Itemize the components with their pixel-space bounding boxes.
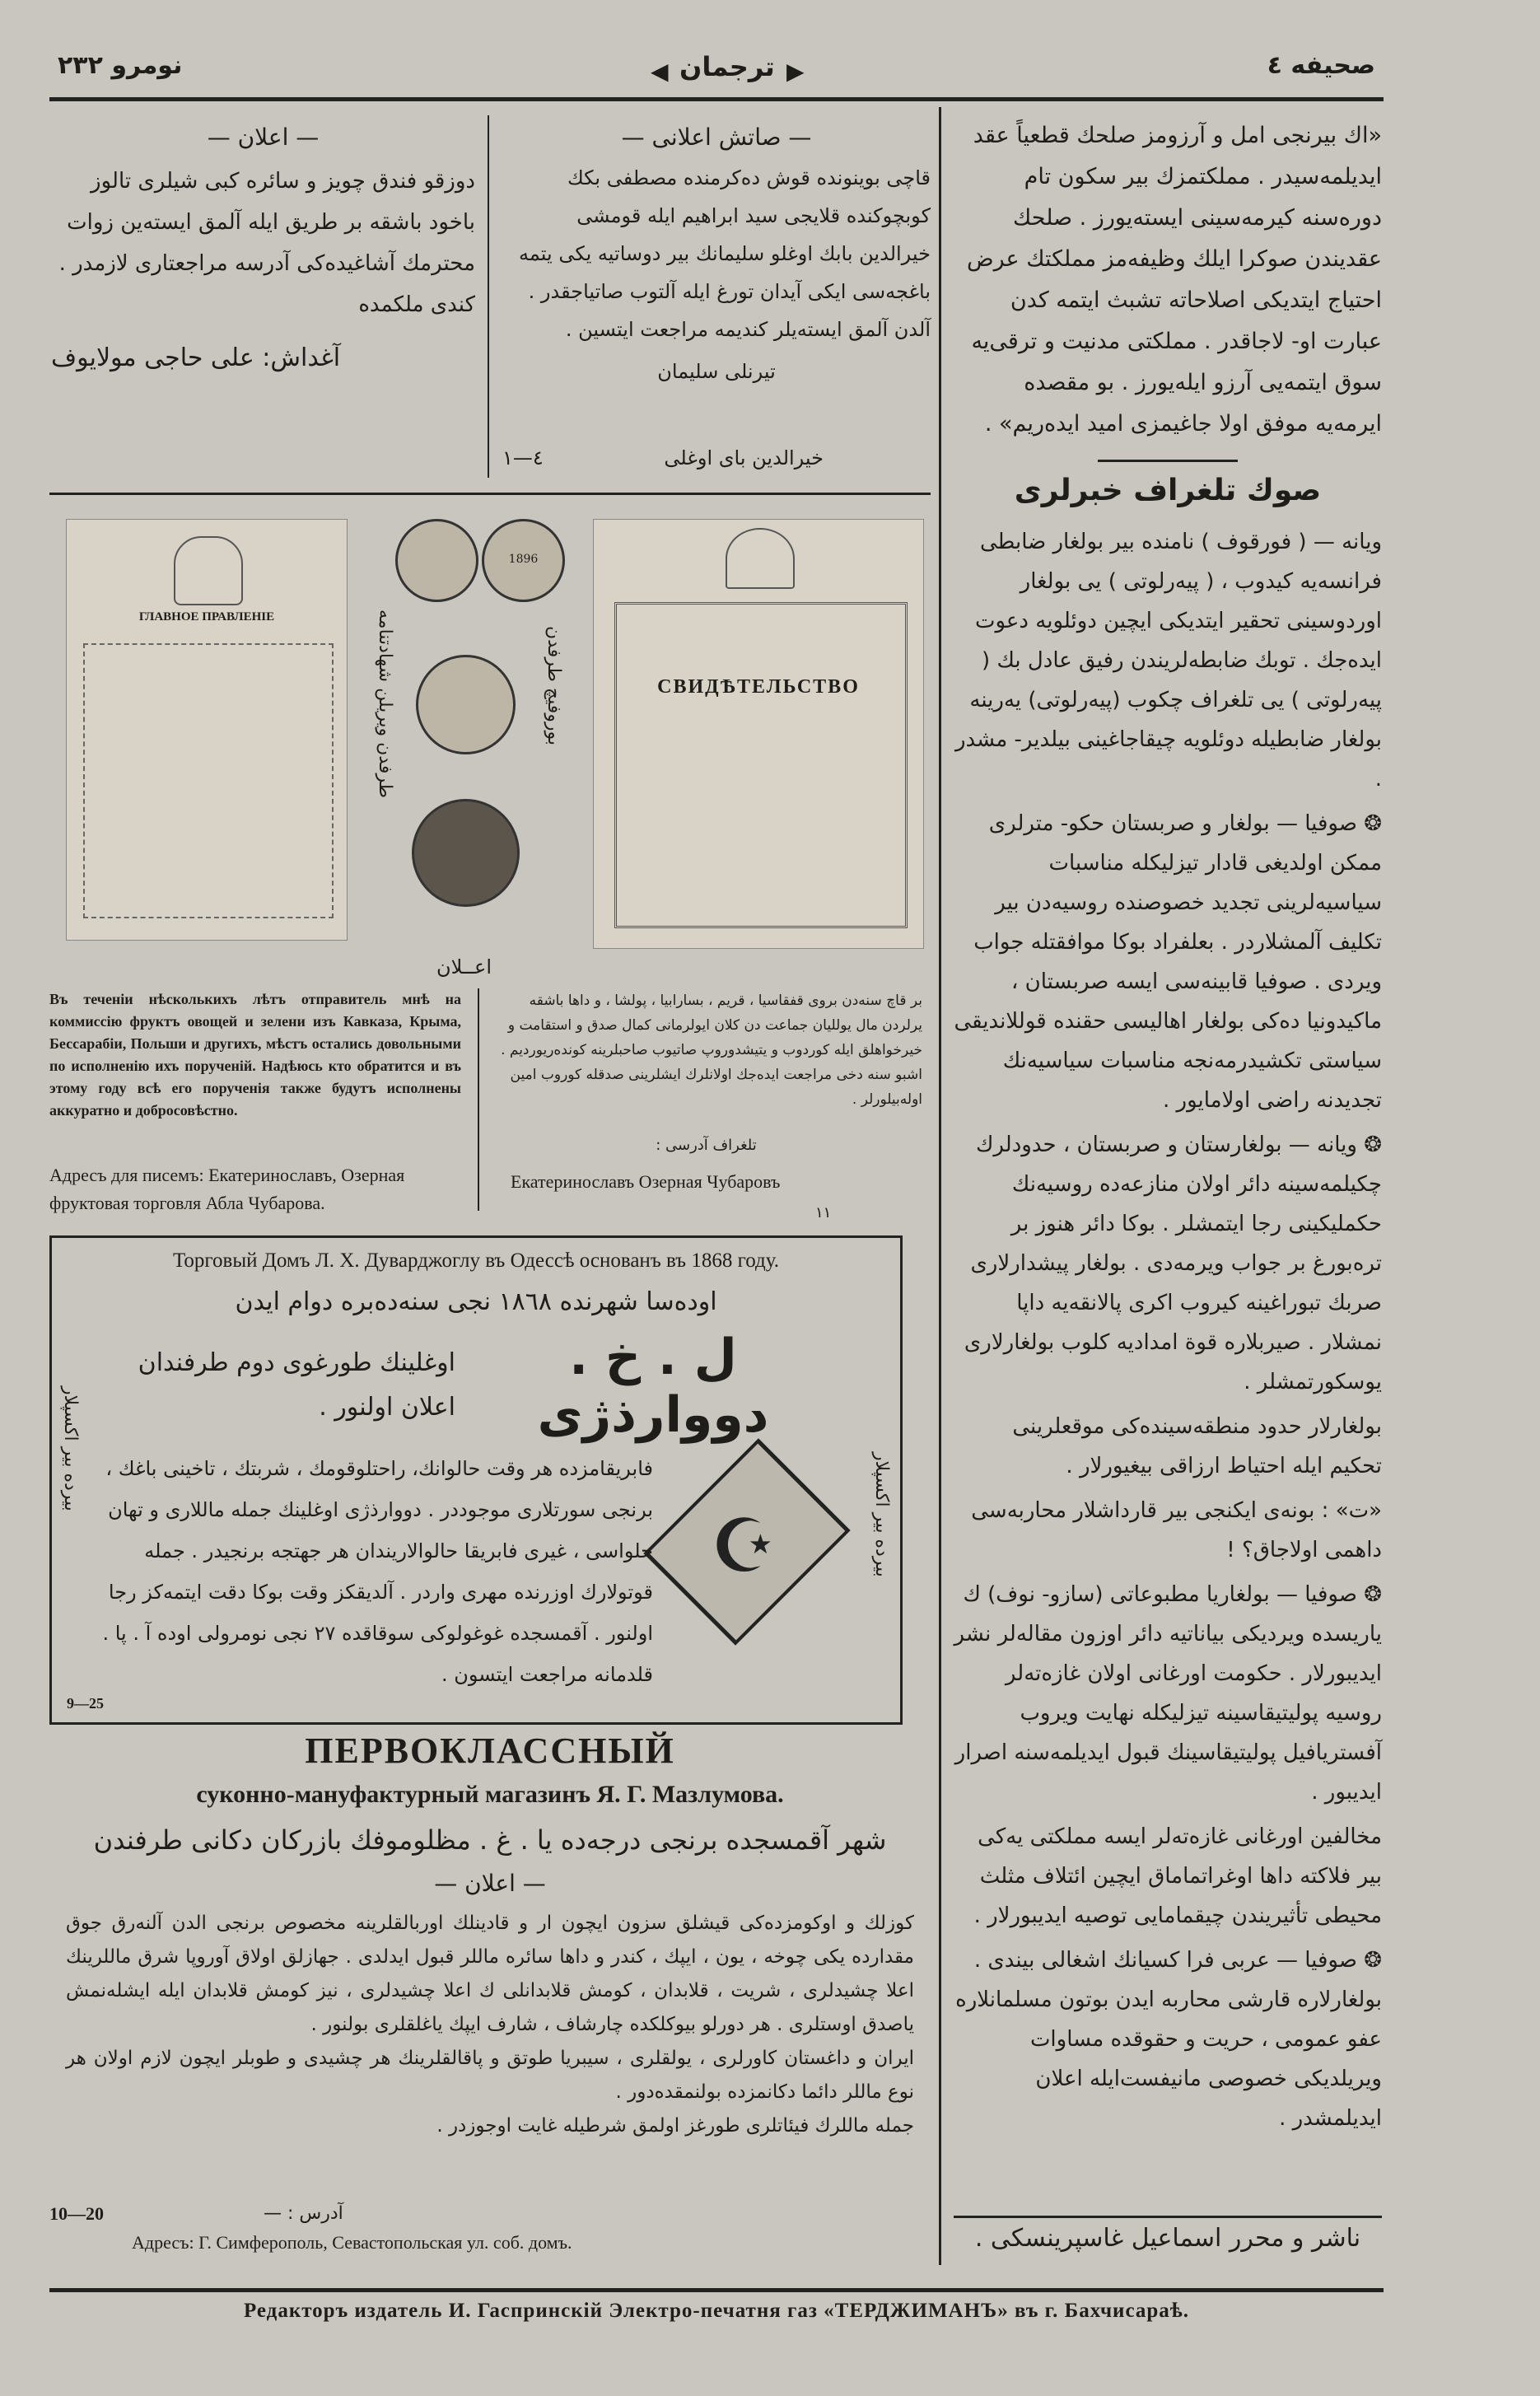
- mazlumov-tatar-line: شهر آقمسجده برنجی درجه‌ده یا . غ . مظلوموفك بازرکان دکانی طرفندن: [93, 1824, 887, 1856]
- mazlumov-title: ПЕРВОКЛАССНЫЙ: [305, 1730, 675, 1771]
- issue-number: نومرو ٢٣٢: [58, 51, 183, 80]
- notice-mid: [502, 124, 931, 478]
- news-item: ❂ صوفیا — عربی فرا کسیانك اشغالی بیندی . بولغارلاره قارشی محاربه ایدن بوتون مسلمانلاره عفو عمومی ، حریت و حقوقده مساوات ویریلدیکی خصوصی مانیفست‌ایله اعلان ایدیلمشدر .: [955, 1948, 1382, 2131]
- intro-paragraph: «اك بیرنجی امل و آرزومز صلحك قطعیاً عقد ایدیلمه‌سیدر . مملکتمزك بیر سکون تام دوره‌سنه کیرمه‌سینی ایسته‌یورز . صلحك عقدیندن صوکرا ایلك وظیفه‌مز مملکتك عرض احتیاج ایتدیکی اصلاحاته تشبث ایتمه کدن عبارت او- لاجاقدر . مملکتی مدنیت و ترقی‌یه سوق ایتمه‌یی آرزو ایله‌یورز . بو مقصده ایرمه‌یه موفق اولا جاغیمزی امید ایده‌ریم» .: [967, 123, 1382, 437]
- masthead-rule: [49, 97, 1384, 101]
- side-left-vertical: بیرده بیر اکسپلار: [60, 1386, 81, 1511]
- notice-left-title: — اعلان —: [207, 124, 320, 151]
- ad-center-label: اعــلان: [436, 955, 492, 978]
- duvardzhi-firm-name: ل . خ . دووارذژی: [537, 1329, 769, 1444]
- notice-mid-tag: ٤—١: [502, 446, 544, 469]
- medal-year: 1896: [508, 553, 539, 566]
- masthead: [45, 43, 1388, 92]
- notice-left-signature: آغداش: علی حاجی مولایوف: [51, 343, 341, 372]
- certificate-right-image: [593, 519, 924, 949]
- certificate-right-heading: СВИДѢТЕЛЬСТВО: [657, 676, 860, 698]
- notices-divider: [488, 115, 489, 478]
- duvardzhi-russian-header: Торговый Домъ Л. Х. Дуварджоглу въ Одессѣ основанъ въ 1868 году.: [173, 1249, 779, 1272]
- certificate-left-image: [66, 519, 348, 941]
- left-vertical-caption: طرفدن ویریلن شهادتنامه: [375, 610, 395, 799]
- column-divider: [939, 107, 941, 2265]
- ad-tatar-address: Екатеринославъ Озерная Чубаровъ: [511, 1171, 781, 1192]
- news-item: ❂ ویانه — بولغارستان و صربستان ، حدودلرك چکیلمه‌سینه دائر اولان منازعه‌ده روسیه‌نك حکملیکینی رجا ایتمشلر . بوکا دائر هنوز بر تره‌بورغ بر جواب ویرمه‌دی . بولغار پیشدارلاری صربك تبوراغینه کیروب اکری پالانقه‌یه داپا نمشلار . صیربلاره قوة امدادیه کلوب بولغارلاری یوسکورتمشلر .: [964, 1133, 1382, 1394]
- footer-imprint: Редакторъ издатель И. Гаспринскій Электро-печатня газ «ТЕРДЖИМАНЪ» въ г. Бахчисараѣ.: [243, 2300, 1190, 2322]
- ad-tatar-address-label: تلغراف آدرسی :: [656, 1137, 757, 1154]
- publisher-line: ناشر و محرر اسماعیل غاسپرینسکی .: [974, 2224, 1361, 2253]
- crest-icon: [174, 536, 243, 605]
- medal-icon: [395, 519, 478, 602]
- notice-left: [51, 124, 475, 469]
- left-ornament-icon: ◀: [651, 58, 669, 85]
- footer-rule: [49, 2288, 1384, 2292]
- mazlumov-subtitle: суконно-мануфактурный магазинъ Я. Г. Мазлумова.: [196, 1781, 784, 1808]
- ad-inner-divider: [478, 988, 479, 1211]
- ad-russian-address: Адресъ для писемъ: Екатеринославъ, Озерная фруктовая торговля Абла Чубарова.: [49, 1165, 405, 1213]
- illustrated-ad: [49, 502, 935, 1244]
- duvardzhi-body: فابریقامزده هر وقت حالوانك، راحتلوقومك ، شربتك ، تاخینی باغك ، برنجی سورتلاری موجوددر . دووارذژی اوغلینك جمله ماللاری و تهان حلواسی ، غیری فابریقا حالوالاریندان هر جهتجه برنجیدر . جمله قوتولارك اوزرنده مهری واردر . آلدیقکز وقت بوکا دقت ایتمه‌کز رجا اولنور . آقمسجده غوغولوکی سوقاقده ٢٧ نجی نومرولی اوده آ . پا . قلدمانه مراجعت ایتسون .: [102, 1457, 653, 1686]
- notice-mid-sign2: خیرالدین بای اوغلی: [664, 446, 824, 469]
- mazlumov-notice: — اعلان —: [434, 1870, 546, 1897]
- right-vertical-caption: بوروفیچ طرفدن: [544, 626, 564, 745]
- crescent-star-icon: ☪: [710, 1503, 777, 1590]
- medal-icon: [416, 655, 516, 754]
- certificate-left-heading: ГЛАВНОЕ ПРАВЛЕНІЕ: [138, 610, 275, 624]
- ad-tag: ١١: [815, 1204, 832, 1221]
- news-item: بولغارلار حدود منطقه‌سینده‌کی موقعلرینی تحکیم ایله احتیاط ارزاقی بیغیورلار .: [1012, 1414, 1382, 1478]
- medal-icon: [482, 519, 565, 602]
- news-item: ویانه — ( فورقوف ) نامنده بیر بولغار ضابطی فرانسه‌یه کیدوب ، ( پیه‌رلوتی ) یی بولغار اوردوسینی تحقیر ایتدیکی ایچین دوئلویه دعوت ایده‌جك . توبك ضابطه‌لریندن رفیق عادل بك ( پیه‌رلوتی ) یی تلغراف چکوب (پیه‌رلوتی) یه‌رینه بولغار ضابطیله دوئلویه چیقاجاغینی بیلدیر- مشدر .: [954, 530, 1382, 792]
- duvardzhi-tatar-header: اوده‌سا شهرنده ١٨٦٨ نجی سنه‌ده‌بره دوام ایدن: [235, 1287, 717, 1316]
- publisher-rule-top: [954, 2216, 1382, 2218]
- notice-mid-body: قاچی بوینونده قوش ده‌کرمنده مصطفی بکك کوبچوکنده قلایجی سید ابراهیم ایله قومشی خیرالدین بابك اوغلو سلیمانك بیر دوساتیه یکی یتمه باغجه‌سی ایکی آیدان تورغ ایله آلتوب صاتیاجقدر . آلدن آلمق ایسته‌یلر کندیمه مراجعت ایتسین .: [519, 166, 931, 341]
- duvardzhi-ad: [49, 1235, 903, 1725]
- duvardzhi-firm-tail: اوغلینك طورغوی دوم طرفندان اعلان اولنور .: [138, 1348, 455, 1422]
- news-item: ❂ صوفیا — بولغاریا مطبوعاتی (سازو- نوف) ك یاریسده ویردیکی بیاناتیه دائر اوزون مقاله‌لر نشر ایدیبورلار . حکومت اورغانی اولان غازه‌ته‌لر روسیه پولیتیقاسینه تیزلیکله نهایت ویروب آفستریافیل پولیتیقاسینك قبول ایدیلمه‌سنه اصرار ایدیبور .: [954, 1582, 1382, 1805]
- right-column: [954, 115, 1382, 2240]
- ad-russian-text: Въ теченіи нѣсколькихъ лѣтъ отправитель мнѣ на коммиссію фруктъ овощей и зелени изъ Кавказа, Крыма, Бессарабіи, Польши и другихъ, мѣстъ остались довольными по исполненію ихъ порученій. Надѣюсь кто обратится и въ этому году всѣ его порученія также будутъ исполнены аккуратно и добросовѣстно.: [49, 991, 461, 1119]
- crown-icon: [726, 528, 795, 589]
- news-item: مخالفین اورغانی غازه‌ته‌لر ایسه مملکتی یه‌کی بیر فلاکته داها اوغراتماماق ایچین ائتلاف مثلث محیطی تأثیریندن چیقمامایی توصیه ایدیبورلار .: [973, 1824, 1382, 1928]
- ornament-border: [83, 643, 334, 918]
- notice-mid-title: — صاتش اعلانی —: [621, 124, 812, 151]
- right-ornament-icon: ▶: [786, 58, 805, 85]
- portrait-medal-icon: [412, 799, 520, 907]
- notice-mid-sign1: تیرنلی سلیمان: [657, 360, 776, 383]
- mazlumov-tag: 10—20: [49, 2203, 104, 2224]
- notice-left-body: دوزقو فندق چویز و سائره کبی شیلری تالوز باخود باشقه بر طریق ایله آلمق ایسته‌ین زوات محترمك آشاغیده‌کی آدرسه مراجعتاری لازمدر . کندی ملکمده: [58, 169, 475, 317]
- telegraph-news-title: صوك تلغراف خبرلری: [1014, 474, 1322, 507]
- side-right-vertical: بیرده بیر اکسپلار: [871, 1452, 892, 1577]
- mazlumov-address: Адресъ: Г. Симферополь, Севастопольская ул. соб. домъ.: [132, 2232, 572, 2253]
- ornament-border: [614, 602, 908, 928]
- paper-name: ترجمان: [679, 51, 775, 82]
- mazlumov-body: کوزلك و اوکومزده‌کی قیشلق سزون ایچون ار و قادینلك اوربالقلرینه مخصوص برنجی الدن آلنه‌رق جوق مقدارده یکی چوخه ، یون ، ایپك ، کندر و داها سائره ماللر قبول ایدلدی . جهازلق اولاق آوروپا شرق ماللرینك اعلا چشیدلری ، شریت ، قلابدان ، کومش قلابدانلی ك اعلا چشیدلری ، نیز کومش قلابدان ایله ایشله‌نمش یاصدق اوستلری . هر دورلو بیوکلکده چارشاف ، شارف ایپك یاغلقلری بولنور . ایران و داغستان کاورلری ، یولقلری ، سیبریا طوتق و پاقالقلرینك هر چشیدی و طوبلر ایچون لازم اولان هر نوع ماللر دائما دکانمزده بولنمقده‌دور . جمله ماللرك فیئاتلری طورغز اولمق شرطیله غایت اوجوزدر .: [66, 1913, 914, 2137]
- illustrated-ad-rule: [49, 493, 931, 495]
- ad-tatar-text: بر قاچ سنه‌دن بروی قفقاسیا ، قریم ، بسارابیا ، پولشا ، و داها باشقه یرلردن مال یوللیان جماعت دن کلان ایولرمانی کمال صدق و استقامت و خیرخواهلق ایله کوردوب و یتیشدوروپ صاتیوب صاحبلرینه کونده‌ریوردیم . اشبو سنه دخی مراجعت ایده‌جك اولانلرك ایشلرینی صدقله کوروب امین اوله‌بیلورلر .: [501, 992, 922, 1108]
- news-item: ❂ صوفیا — بولغار و صربستان حکو- مترلری ممکن اولدیغی قادار تیزلیکله مناسبات سیاسیه‌لرینی تجدید خصوصنده روسیه‌دن بیر تکلیف آلمشلاردر . بعلفراد بوکا موافقتله جواب ویردی . صوفیا قابینه‌سی ایسه صربستان ، ماکیدونیا ده‌کی بولغار اهالیسی حقنده قوللاندیقی سیاستی تکشیدرمه‌نجه مناسبات سیاسیه‌نك تجدیدنه راضی اولامایور .: [954, 811, 1382, 1113]
- mazlumov-address-label: آدرس : —: [264, 2203, 343, 2224]
- duvardzhi-tag: 9—25: [67, 1695, 104, 1712]
- page-number: صحیفه ٤: [1267, 51, 1375, 80]
- section-rule: [1098, 460, 1238, 462]
- mazlumov-ad: [49, 1730, 931, 2253]
- news-item: «ت» : بونه‌ی ایکنجی بیر قارداشلار محاربه‌سی داهمی اولاجاق؟ !: [971, 1498, 1382, 1562]
